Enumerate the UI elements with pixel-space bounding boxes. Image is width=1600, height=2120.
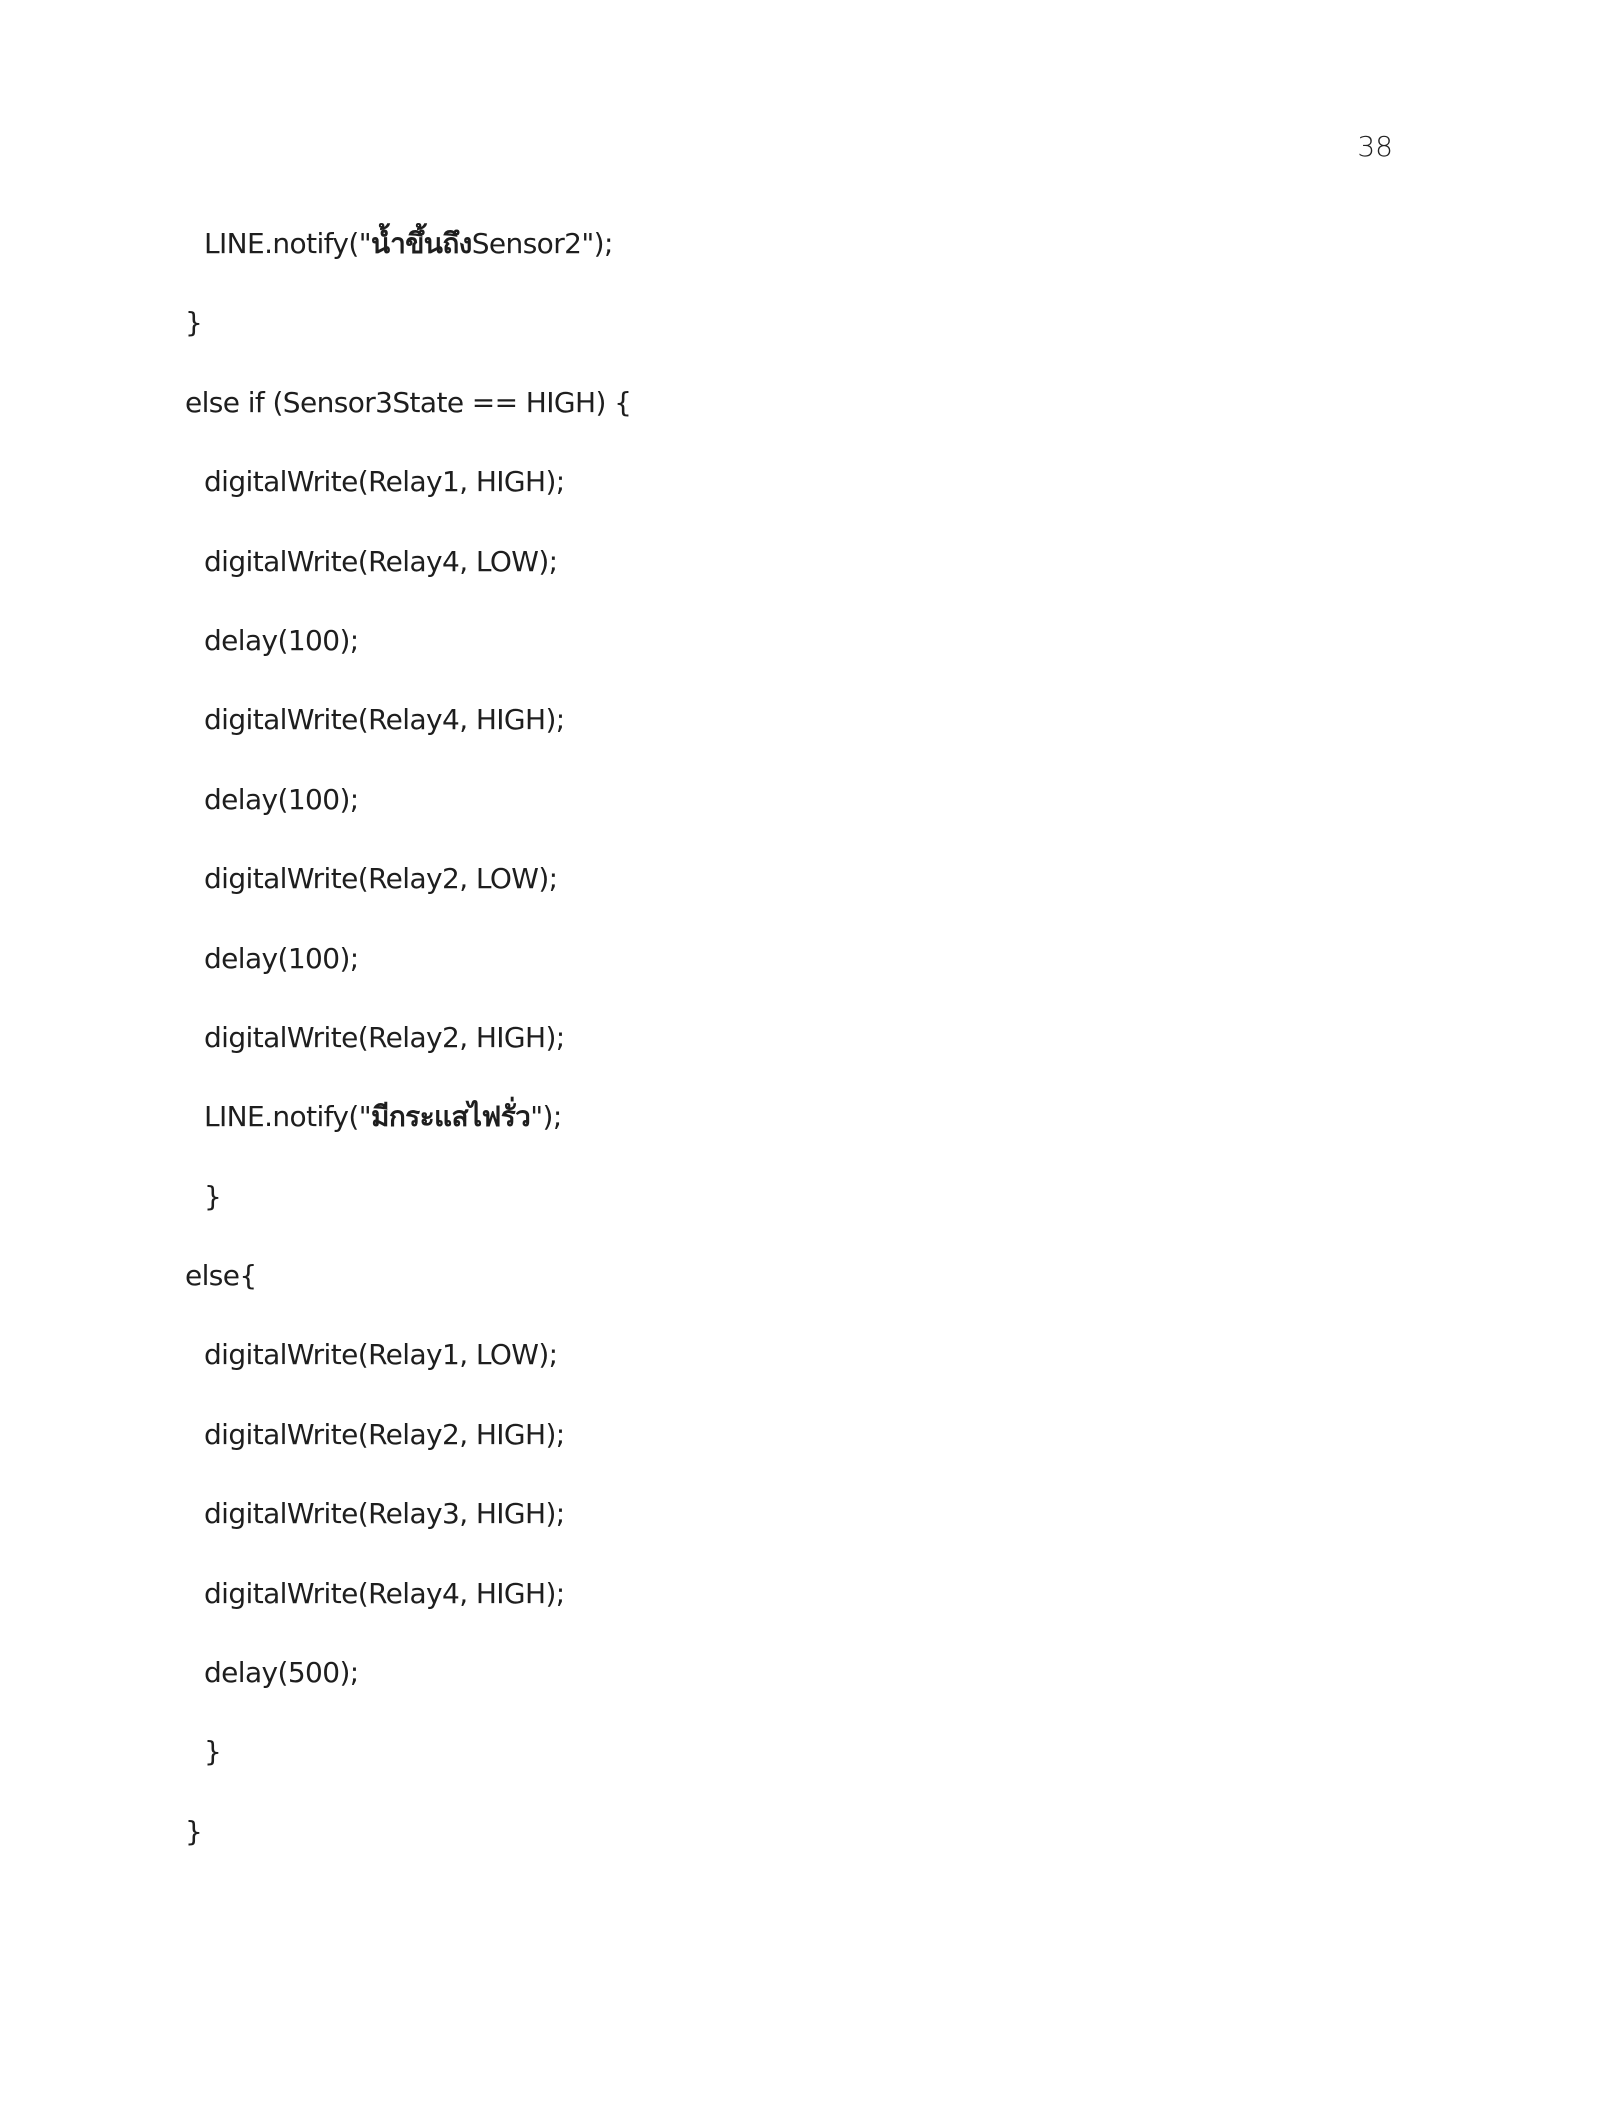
code-line xyxy=(0,698,1600,777)
code-text: digitalWrite(Relay1, HIGH); xyxy=(204,465,565,499)
code-line xyxy=(0,381,1600,460)
code-text: delay(100); xyxy=(204,623,359,657)
code-text-suffix: "); xyxy=(530,1100,562,1134)
code-line xyxy=(0,222,1600,301)
page-number: 38 xyxy=(1357,130,1393,163)
code-line xyxy=(0,1492,1600,1571)
code-line xyxy=(0,857,1600,936)
code-line xyxy=(0,1095,1600,1174)
code-line xyxy=(0,1730,1600,1809)
code-text: digitalWrite(Relay2, LOW); xyxy=(204,862,558,896)
code-line xyxy=(0,1254,1600,1333)
code-text: delay(100); xyxy=(204,941,359,975)
code-line xyxy=(0,1175,1600,1254)
code-line xyxy=(0,778,1600,857)
code-text-suffix: Sensor2"); xyxy=(471,227,613,260)
code-listing xyxy=(0,222,1600,1889)
code-text: } xyxy=(185,1814,203,1848)
code-text: digitalWrite(Relay2, HIGH); xyxy=(204,1020,565,1054)
code-line xyxy=(0,301,1600,380)
code-line xyxy=(0,1413,1600,1492)
code-text: digitalWrite(Relay4, LOW); xyxy=(204,544,558,578)
code-text: delay(500); xyxy=(204,1656,359,1690)
code-text: else if (Sensor3State == HIGH) { xyxy=(185,385,632,419)
code-text: } xyxy=(204,1179,222,1213)
thai-message-text: มีกระแสไฟรั่ว xyxy=(370,1100,531,1134)
code-text: LINE.notify(" xyxy=(204,1100,371,1134)
code-line xyxy=(0,1333,1600,1412)
code-text: LINE.notify(" xyxy=(204,227,371,260)
code-text: digitalWrite(Relay4, HIGH); xyxy=(204,1576,565,1610)
code-text: digitalWrite(Relay2, HIGH); xyxy=(204,1417,565,1451)
code-line xyxy=(0,937,1600,1016)
code-text: delay(100); xyxy=(204,782,359,816)
code-line xyxy=(0,460,1600,539)
code-text: digitalWrite(Relay1, LOW); xyxy=(204,1338,558,1372)
code-line xyxy=(0,619,1600,698)
code-text: } xyxy=(185,306,203,340)
code-line xyxy=(0,1651,1600,1730)
code-text: digitalWrite(Relay3, HIGH); xyxy=(204,1497,565,1531)
code-text: } xyxy=(204,1735,222,1769)
code-text: digitalWrite(Relay4, HIGH); xyxy=(204,703,565,737)
thai-message-text: น้ำขึ้นถึง xyxy=(370,227,472,260)
code-line xyxy=(0,1016,1600,1095)
code-line xyxy=(0,1572,1600,1651)
code-line xyxy=(0,1810,1600,1889)
code-text: else{ xyxy=(185,1259,257,1293)
code-line xyxy=(0,540,1600,619)
